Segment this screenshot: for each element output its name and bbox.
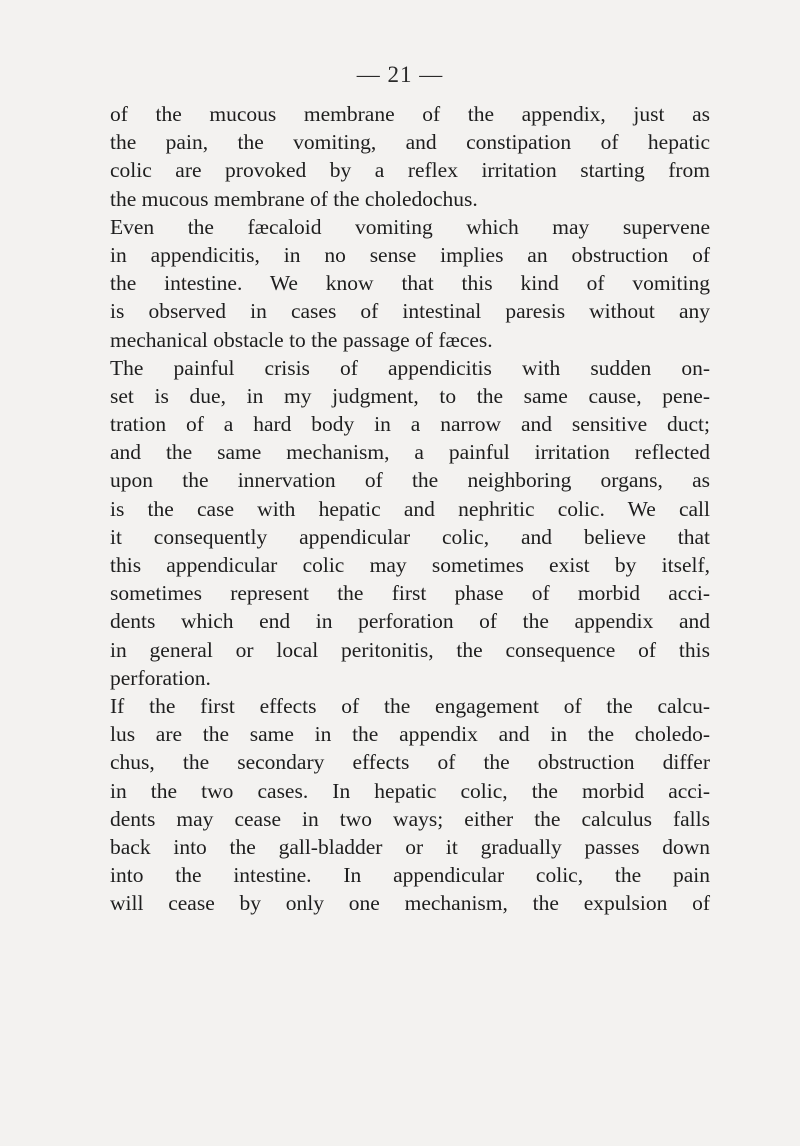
text-line: set is due, in my judgment, to the same cause, pene- [110, 383, 710, 408]
text-line: dents may cease in two ways; either the calculus falls [110, 806, 710, 831]
text-line: sometimes represent the first phase of morbid acci- [110, 581, 710, 606]
text-line: in the two cases. In hepatic colic, the morbid acci- [110, 778, 710, 803]
text-line: mechanical obstacle to the passage of fæces. [110, 327, 493, 352]
text-line: in appendicitis, in no sense implies an obstruction of [110, 242, 710, 267]
text-line: back into the gall-bladder or it gradually passes down [110, 834, 710, 859]
text-line: this appendicular colic may sometimes exist by itself, [110, 553, 710, 577]
text-line: in general or local peritonitis, the consequence of this [110, 637, 710, 662]
text-line: chus, the secondary effects of the obstruction differ [110, 750, 710, 775]
text-line: of the mucous membrane of the appendix, just as [110, 102, 710, 126]
text-line: dents which end in perforation of the appendix and [110, 609, 710, 634]
text-line: is the case with hepatic and nephritic colic. We call [110, 496, 710, 521]
page-number: — 21 — [356, 62, 444, 87]
text-line: Even the fæcaloid vomiting which may supervene [110, 214, 710, 239]
text-line: the intestine. We know that this kind of vomiting [110, 271, 710, 296]
text-line: upon the innervation of the neighboring organs, as [110, 468, 710, 493]
body-text [110, 100, 710, 917]
text-line: colic are provoked by a reflex irritation starting from [110, 158, 710, 183]
text-line: it consequently appendicular colic, and believe that [110, 524, 710, 549]
text-line: the mucous membrane of the choledochus. [110, 186, 478, 211]
text-line: The painful crisis of appendicitis with sudden on- [110, 355, 710, 380]
text-line: the pain, the vomiting, and constipation of hepatic [110, 130, 710, 155]
text-line: tration of a hard body in a narrow and sensitive duct; [110, 412, 710, 437]
text-line: perforation. [110, 665, 211, 690]
text-line: lus are the same in the appendix and in the choledo- [110, 722, 710, 747]
text-line: and the same mechanism, a painful irritation reflected [110, 440, 710, 465]
text-line: will cease by only one mechanism, the expulsion of [110, 891, 710, 916]
text-line: If the first effects of the engagement of the calcu- [110, 693, 710, 718]
text-line: into the intestine. In appendicular colic, the pain [110, 863, 710, 888]
text-line: is observed in cases of intestinal paresis without any [110, 299, 710, 324]
